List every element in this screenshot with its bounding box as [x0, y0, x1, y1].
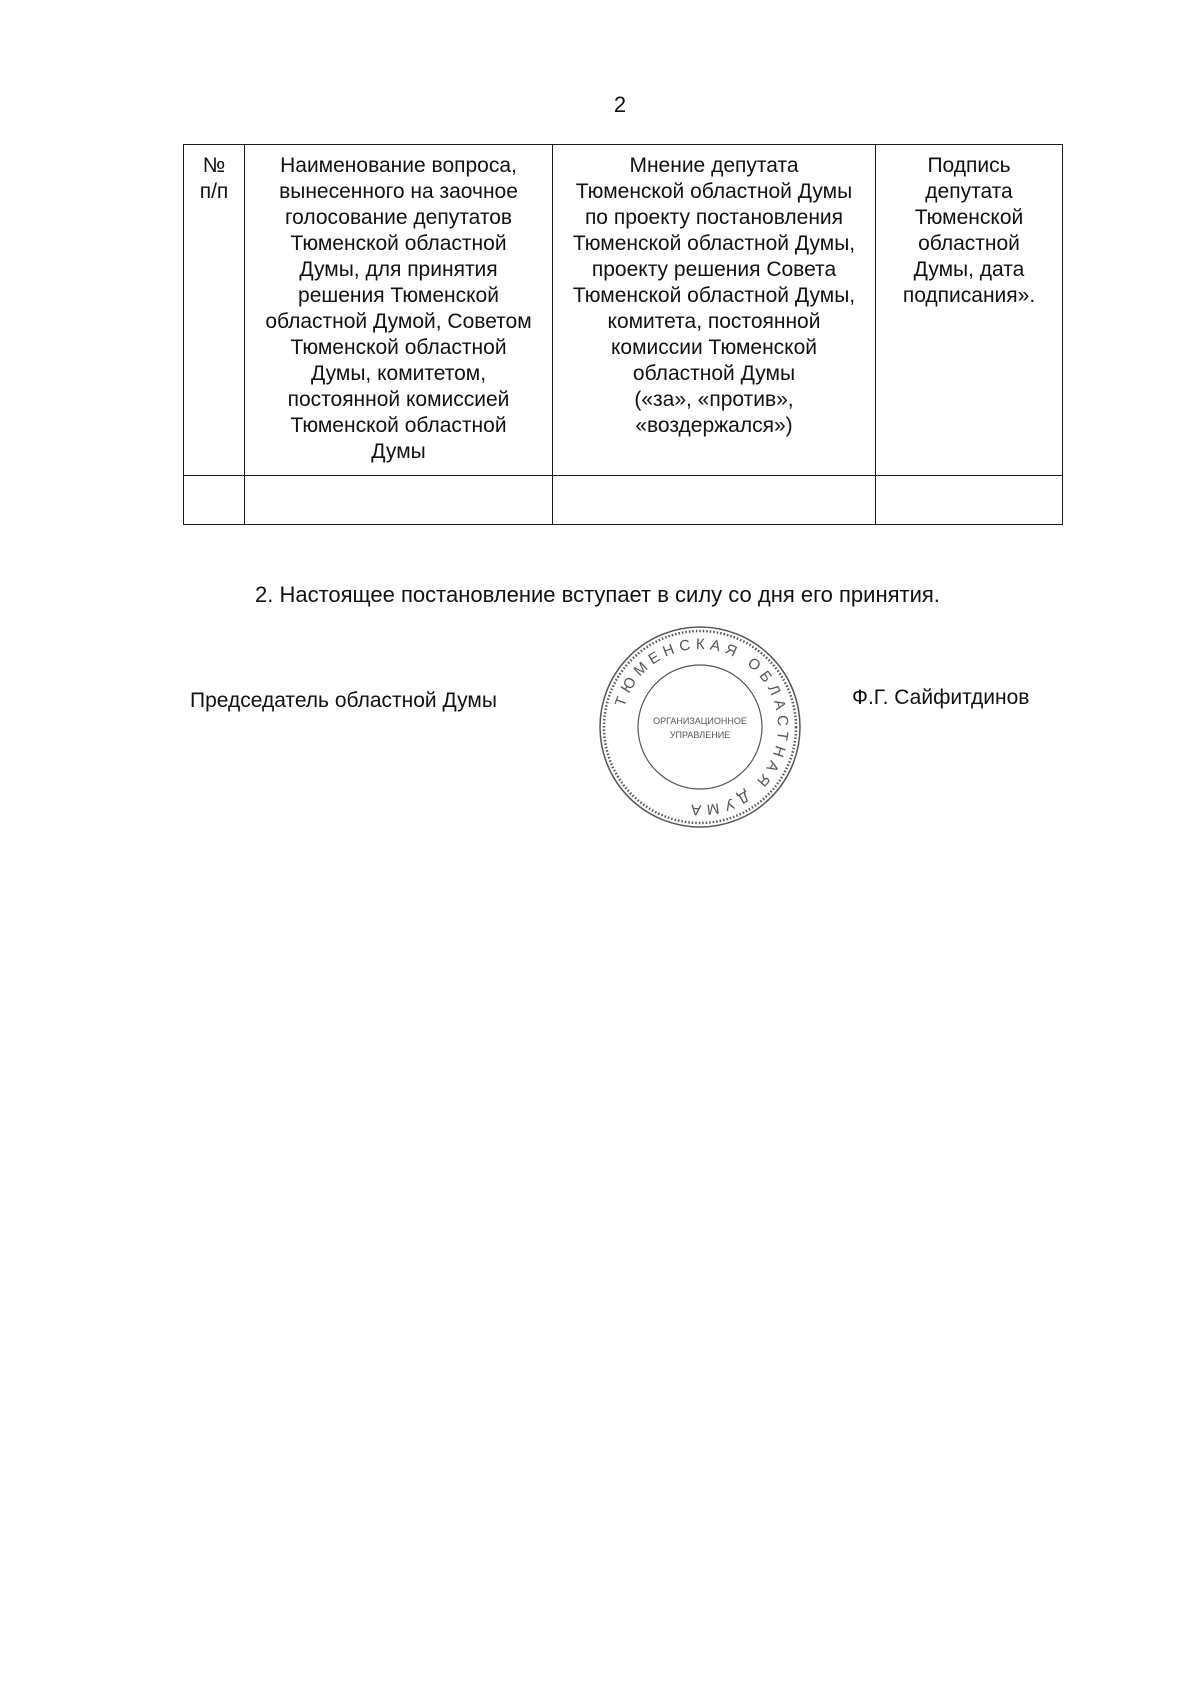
- seal-dotted-ring: [604, 631, 796, 823]
- cell-number: [184, 476, 245, 525]
- header-number: № п/п: [184, 145, 245, 476]
- cell-question: [245, 476, 553, 525]
- seal-inner-ring: [638, 665, 762, 789]
- header-opinion: Мнение депутата Тюменской областной Думы по проекту постановления Тюменской областной Думы, проекту решения Совета Тюменской областной Думы, комитета, постоянной комиссии Тюменской областной Думы («за», «против», «воздержался»): [553, 145, 876, 476]
- seal-graphic: [595, 622, 805, 832]
- official-seal: [595, 622, 805, 832]
- header-signature: Подпись депутата Тюменской областной Думы, дата подписания».: [876, 145, 1063, 476]
- seal-outer-ring: [600, 627, 800, 827]
- chairman-name: Ф.Г. Сайфитдинов: [852, 686, 1030, 709]
- seal-inner-line2: УПРАВЛЕНИЕ: [669, 730, 731, 740]
- table-row: [184, 476, 1063, 525]
- cell-signature: [876, 476, 1063, 525]
- header-question: Наименование вопроса, вынесенного на заочное голосование депутатов Тюменской областной Думы, для принятия решения Тюменской областной Думой, Советом Тюменской областной Думы, комитетом, постоянной комиссией Тюменской областной Думы: [245, 145, 553, 476]
- seal-outer-text: ТЮМЕНСКАЯ ОБЛАСТНАЯ ДУМА: [611, 635, 792, 819]
- voting-table: [183, 144, 1063, 525]
- page-number: 2: [613, 92, 627, 117]
- seal-inner-line1: ОРГАНИЗАЦИОННОЕ: [653, 716, 747, 726]
- table-header-row: [184, 145, 1063, 476]
- clause-text: 2. Настоящее постановление вступает в силу со дня его принятия.: [255, 582, 940, 607]
- cell-opinion: [553, 476, 876, 525]
- chairman-title: Председатель областной Думы: [190, 689, 497, 712]
